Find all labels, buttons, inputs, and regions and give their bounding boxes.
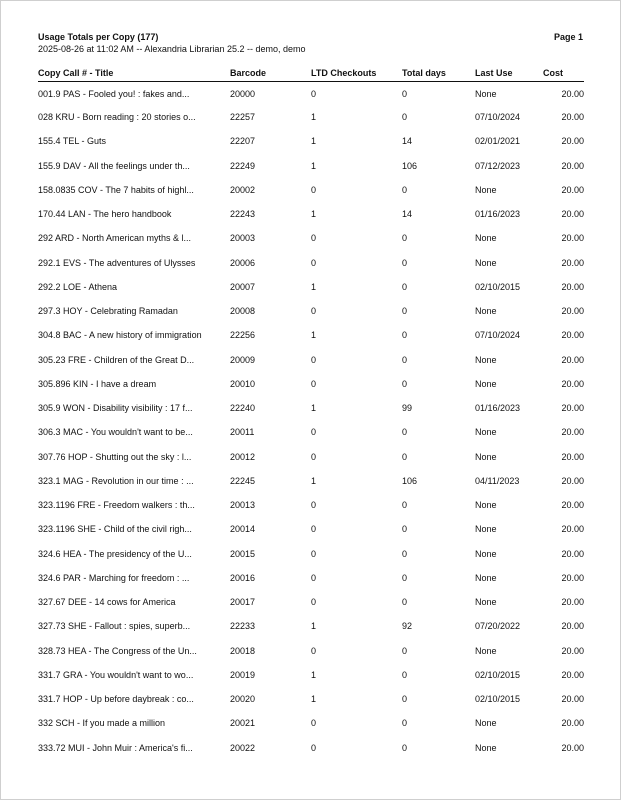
cell-barcode: 20003	[230, 233, 256, 244]
cell-ltd-checkouts: 0	[311, 597, 317, 608]
cell-last-use: 04/11/2023	[475, 475, 520, 486]
cell-last-use: None	[475, 451, 497, 462]
column-header-total-days: Total days	[402, 68, 475, 82]
cell-last-use: 07/12/2023	[475, 160, 521, 171]
cell-title: 297.3 HOY - Celebrating Ramadan	[38, 306, 178, 317]
cell-title: 292.2 LOE - Athena	[38, 281, 118, 292]
cell-cost: 20.00	[561, 112, 584, 123]
cell-ltd-checkouts: 1	[311, 694, 317, 705]
cell-barcode: 22249	[230, 160, 256, 171]
cell-cost: 20.00	[561, 524, 584, 535]
table-row	[38, 687, 584, 711]
cell-total-days: 0	[402, 257, 408, 268]
cell-total-days: 0	[402, 184, 408, 195]
cell-title: 323.1196 SHE - Child of the civil righ...	[38, 524, 192, 535]
cell-ltd-checkouts: 1	[311, 669, 317, 680]
cell-barcode: 20002	[230, 184, 256, 195]
cell-barcode: 22243	[230, 209, 256, 220]
cell-last-use: None	[475, 548, 497, 559]
cell-cost: 20.00	[561, 475, 584, 486]
cell-total-days: 0	[402, 378, 408, 389]
table-row	[38, 663, 584, 687]
cell-ltd-checkouts: 0	[311, 742, 317, 753]
cell-title: 323.1196 FRE - Freedom walkers : th...	[38, 500, 195, 511]
table-row	[38, 226, 584, 250]
column-header-barcode: Barcode	[230, 68, 311, 82]
cell-title: 332 SCH - If you made a million	[38, 718, 166, 729]
table-row	[38, 129, 584, 153]
table-body	[38, 82, 584, 760]
cell-barcode: 20006	[230, 257, 256, 268]
cell-cost: 20.00	[561, 378, 584, 389]
cell-barcode: 20010	[230, 378, 256, 389]
cell-last-use: None	[475, 742, 497, 753]
cell-total-days: 0	[402, 281, 408, 292]
cell-last-use: 07/10/2024	[475, 112, 521, 123]
cell-barcode: 20014	[230, 524, 256, 535]
cell-last-use: None	[475, 378, 497, 389]
report-title: Usage Totals per Copy (177)	[38, 32, 159, 42]
cell-total-days: 0	[402, 306, 408, 317]
cell-ltd-checkouts: 0	[311, 306, 317, 317]
cell-barcode: 22245	[230, 475, 256, 486]
cell-ltd-checkouts: 1	[311, 281, 317, 292]
cell-ltd-checkouts: 1	[311, 330, 317, 341]
cell-total-days: 0	[402, 88, 408, 99]
cell-last-use: None	[475, 597, 497, 608]
report-subtitle: 2025-08-26 at 11:02 AM -- Alexandria Librarian 25.2 -- demo, demo	[38, 44, 306, 54]
cell-total-days: 0	[402, 718, 408, 729]
cell-cost: 20.00	[561, 742, 584, 753]
cell-barcode: 20011	[230, 427, 255, 438]
cell-total-days: 0	[402, 112, 408, 123]
cell-last-use: 01/16/2023	[475, 209, 521, 220]
cell-title: 155.9 DAV - All the feelings under th...	[38, 160, 190, 171]
cell-barcode: 20016	[230, 572, 256, 583]
cell-last-use: 07/20/2022	[475, 621, 521, 632]
table-row	[38, 736, 584, 760]
cell-last-use: None	[475, 88, 497, 99]
cell-barcode: 20018	[230, 645, 256, 656]
cell-last-use: None	[475, 306, 497, 317]
cell-total-days: 99	[402, 403, 413, 414]
cell-cost: 20.00	[561, 718, 584, 729]
table-row	[38, 251, 584, 275]
cell-ltd-checkouts: 1	[311, 621, 317, 632]
cell-title: 001.9 PAS - Fooled you! : fakes and...	[38, 88, 190, 99]
cell-total-days: 0	[402, 669, 408, 680]
cell-cost: 20.00	[561, 281, 584, 292]
cell-cost: 20.00	[561, 233, 584, 244]
cell-cost: 20.00	[561, 645, 584, 656]
table-row	[38, 105, 584, 129]
cell-last-use: 07/10/2024	[475, 330, 521, 341]
cell-total-days: 14	[402, 136, 413, 147]
cell-total-days: 0	[402, 354, 408, 365]
cell-ltd-checkouts: 0	[311, 257, 317, 268]
cell-title: 331.7 GRA - You wouldn't want to wo...	[38, 669, 194, 680]
cell-cost: 20.00	[561, 160, 584, 171]
cell-total-days: 0	[402, 548, 408, 559]
cell-total-days: 0	[402, 742, 408, 753]
cell-barcode: 20015	[230, 548, 256, 559]
table-row	[38, 469, 584, 493]
table-row	[38, 566, 584, 590]
cell-barcode: 20012	[230, 451, 256, 462]
cell-title: 304.8 BAC - A new history of immigration	[38, 330, 202, 341]
cell-title: 155.4 TEL - Guts	[38, 136, 107, 147]
cell-barcode: 22256	[230, 330, 256, 341]
cell-barcode: 22257	[230, 112, 256, 123]
column-header-cost: Cost	[543, 68, 584, 82]
cell-title: 292 ARD - North American myths & l...	[38, 233, 192, 244]
cell-last-use: None	[475, 354, 497, 365]
cell-cost: 20.00	[561, 306, 584, 317]
cell-ltd-checkouts: 0	[311, 427, 317, 438]
cell-barcode: 20020	[230, 694, 256, 705]
cell-total-days: 0	[402, 451, 408, 462]
table-row	[38, 372, 584, 396]
table-row	[38, 299, 584, 323]
cell-ltd-checkouts: 0	[311, 718, 317, 729]
cell-last-use: 01/16/2023	[475, 403, 521, 414]
cell-last-use: None	[475, 233, 497, 244]
cell-title: 333.72 MUI - John Muir : America's fi...	[38, 742, 193, 753]
cell-total-days: 0	[402, 524, 408, 535]
cell-cost: 20.00	[561, 548, 584, 559]
page-number: Page 1	[553, 32, 583, 42]
cell-last-use: None	[475, 184, 497, 195]
cell-ltd-checkouts: 0	[311, 548, 317, 559]
cell-cost: 20.00	[561, 427, 584, 438]
cell-total-days: 106	[402, 475, 418, 486]
cell-title: 324.6 HEA - The presidency of the U...	[38, 548, 192, 559]
cell-cost: 20.00	[561, 669, 584, 680]
cell-title: 158.0835 COV - The 7 habits of highl...	[38, 184, 194, 195]
cell-last-use: None	[475, 645, 497, 656]
cell-ltd-checkouts: 1	[311, 475, 317, 486]
cell-title: 307.76 HOP - Shutting out the sky : l...	[38, 451, 192, 462]
table-row	[38, 348, 584, 372]
cell-cost: 20.00	[561, 597, 584, 608]
table-header-row	[38, 68, 584, 82]
usage-table	[38, 68, 584, 760]
table-row	[38, 711, 584, 735]
cell-title: 328.73 HEA - The Congress of the Un...	[38, 645, 197, 656]
cell-title: 306.3 MAC - You wouldn't want to be...	[38, 427, 193, 438]
cell-ltd-checkouts: 1	[311, 403, 317, 414]
cell-total-days: 14	[402, 209, 413, 220]
cell-last-use: None	[475, 257, 497, 268]
cell-total-days: 0	[402, 694, 408, 705]
cell-cost: 20.00	[561, 136, 584, 147]
cell-cost: 20.00	[561, 500, 584, 511]
table-row	[38, 542, 584, 566]
cell-barcode: 20013	[230, 500, 256, 511]
cell-total-days: 106	[402, 160, 418, 171]
cell-total-days: 0	[402, 500, 408, 511]
cell-last-use: None	[475, 427, 497, 438]
table-row	[38, 590, 584, 614]
cell-title: 292.1 EVS - The adventures of Ulysses	[38, 257, 196, 268]
table-row	[38, 445, 584, 469]
table-row	[38, 82, 584, 106]
cell-title: 327.67 DEE - 14 cows for America	[38, 597, 176, 608]
column-header-title: Copy Call # - Title	[38, 68, 230, 82]
cell-barcode: 20017	[230, 597, 256, 608]
cell-barcode: 20009	[230, 354, 256, 365]
table-row	[38, 323, 584, 347]
table-row	[38, 639, 584, 663]
cell-ltd-checkouts: 1	[311, 112, 317, 123]
cell-barcode: 22207	[230, 136, 256, 147]
cell-last-use: 02/01/2021	[475, 136, 521, 147]
table-row	[38, 178, 584, 202]
cell-ltd-checkouts: 0	[311, 524, 317, 535]
cell-ltd-checkouts: 0	[311, 184, 317, 195]
cell-barcode: 20022	[230, 742, 256, 753]
cell-ltd-checkouts: 1	[311, 160, 317, 171]
cell-title: 323.1 MAG - Revolution in our time : ...	[38, 475, 194, 486]
cell-barcode: 20021	[230, 718, 256, 729]
cell-total-days: 92	[402, 621, 413, 632]
cell-total-days: 0	[402, 597, 408, 608]
cell-title: 331.7 HOP - Up before daybreak : co...	[38, 694, 194, 705]
cell-cost: 20.00	[561, 403, 584, 414]
cell-barcode: 20019	[230, 669, 256, 680]
cell-cost: 20.00	[561, 572, 584, 583]
cell-total-days: 0	[402, 645, 408, 656]
cell-total-days: 0	[402, 427, 408, 438]
cell-ltd-checkouts: 0	[311, 451, 317, 462]
cell-ltd-checkouts: 0	[311, 233, 317, 244]
table-row	[38, 493, 584, 517]
column-header-last-use: Last Use	[475, 68, 543, 82]
cell-title: 305.9 WON - Disability visibility : 17 f...	[38, 403, 193, 414]
table-row	[38, 154, 584, 178]
cell-ltd-checkouts: 1	[311, 136, 317, 147]
cell-barcode: 20007	[230, 281, 256, 292]
cell-cost: 20.00	[561, 209, 584, 220]
table-row	[38, 614, 584, 638]
cell-last-use: None	[475, 718, 497, 729]
table-row	[38, 420, 584, 444]
cell-last-use: None	[475, 572, 497, 583]
cell-last-use: 02/10/2015	[475, 669, 521, 680]
cell-ltd-checkouts: 0	[311, 88, 317, 99]
cell-total-days: 0	[402, 330, 408, 341]
cell-cost: 20.00	[561, 694, 584, 705]
cell-title: 305.896 KIN - I have a dream	[38, 378, 157, 389]
cell-cost: 20.00	[561, 257, 584, 268]
cell-title: 028 KRU - Born reading : 20 stories o...	[38, 112, 196, 123]
cell-title: 170.44 LAN - The hero handbook	[38, 209, 172, 220]
cell-ltd-checkouts: 0	[311, 378, 317, 389]
table-row	[38, 517, 584, 541]
cell-total-days: 0	[402, 572, 408, 583]
cell-ltd-checkouts: 1	[311, 209, 317, 220]
cell-ltd-checkouts: 0	[311, 354, 317, 365]
column-header-ltd-checkouts: LTD Checkouts	[311, 68, 402, 82]
table-row	[38, 275, 584, 299]
cell-barcode: 20008	[230, 306, 256, 317]
cell-title: 305.23 FRE - Children of the Great D...	[38, 354, 195, 365]
cell-barcode: 22233	[230, 621, 256, 632]
cell-last-use: 02/10/2015	[475, 281, 521, 292]
cell-barcode: 20000	[230, 88, 256, 99]
cell-barcode: 22240	[230, 403, 256, 414]
table-row	[38, 202, 584, 226]
cell-last-use: None	[475, 524, 497, 535]
cell-cost: 20.00	[561, 184, 584, 195]
cell-cost: 20.00	[561, 621, 584, 632]
cell-total-days: 0	[402, 233, 408, 244]
cell-ltd-checkouts: 0	[311, 645, 317, 656]
table-row	[38, 396, 584, 420]
cell-cost: 20.00	[561, 88, 584, 99]
cell-ltd-checkouts: 0	[311, 572, 317, 583]
cell-cost: 20.00	[561, 330, 584, 341]
cell-last-use: None	[475, 500, 497, 511]
cell-title: 324.6 PAR - Marching for freedom : ...	[38, 572, 190, 583]
cell-last-use: 02/10/2015	[475, 694, 521, 705]
cell-cost: 20.00	[561, 451, 584, 462]
cell-cost: 20.00	[561, 354, 584, 365]
cell-title: 327.73 SHE - Fallout : spies, superb...	[38, 621, 191, 632]
cell-ltd-checkouts: 0	[311, 500, 317, 511]
